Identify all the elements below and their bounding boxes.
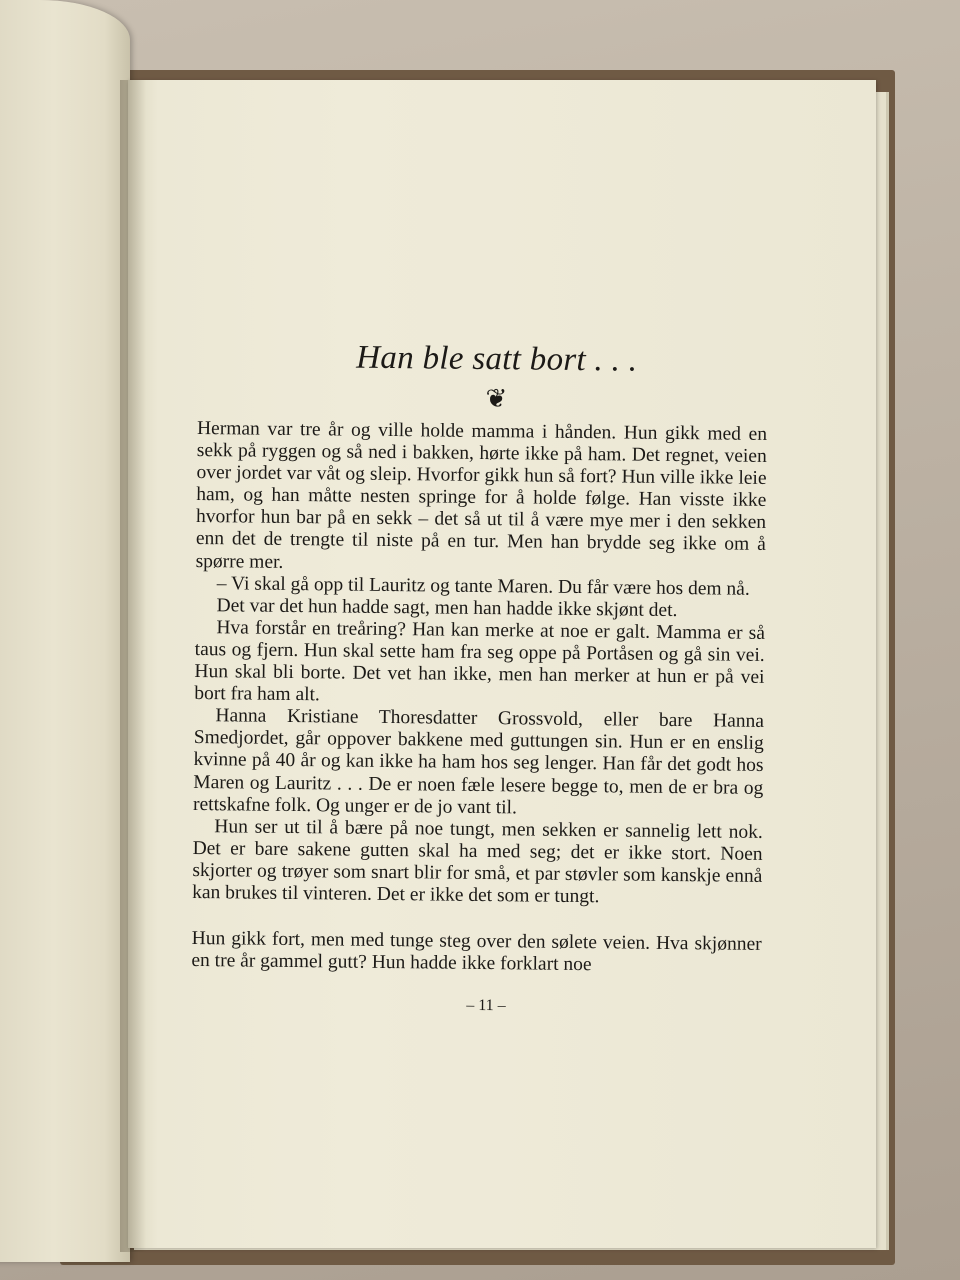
paragraph-4: Hva forstår en treåring? Han kan merke at noe er galt. Mamma er så taus og fjern. Hun skal sette ham fra seg oppe på Portåsen og gå sin vei. Hun skal bli borte. Det vet han ikke, men han merker at hun er på vei bort fra ham alt. bbox=[194, 617, 766, 706]
paragraph-7: Hun gikk fort, men med tunge steg over den sølete veien. Hva skjønner en tre år gammel gutt? Hun hadde ikke forklart noe bbox=[191, 928, 762, 976]
paragraph-5: Hanna Kristiane Thoresdatter Grossvold, eller bare Hanna Smedjordet, går oppover bakkene med guttungen sin. Hun er en enslig kvinne på 40 år og kan ikke ha ham hos seg lenger. Han får det godt hos Maren og Lauritz . . . De er noen fæle lesere begge to, men de er bra og rettskafne folk. Og unger er de jo vant til. bbox=[192, 705, 765, 818]
left-page bbox=[0, 0, 130, 1262]
paragraph-1: Herman var tre år og ville holde mamma i hånden. Hun gikk med en sekk på ryggen og så ned i bakken, hørte ikke på ham. Det regnet, veien over jordet var våt og sleip. Hvorfor gikk hun så fort? Hun ville ikke leie ham, og han måtte nesten springe for å holde følge. Han visste ikke hvorfor hun bar på en sekk – det så ut til å være mye mer i den sekken enn det de trengte til niste på en tur. Men han brydde seg ikke om å spørre mer. bbox=[195, 417, 768, 573]
paragraph-6: Hun ser ut til å bære på noe tungt, men sekken er sannelig lett nok. Det er bare sakene gutten skal ha med seg; det er ikke stort. Noen skjorter og trøyer som snart blir for små, et par støvler som kanskje ennå kan brukes til vinteren. Det er ikke det som er tungt. bbox=[192, 815, 763, 908]
gutter-shadow bbox=[120, 80, 146, 1252]
page-number: – 11 – bbox=[466, 997, 506, 1015]
paragraph-3: Det var det hun hadde sagt, men han hadde ikke skjønt det. bbox=[216, 594, 678, 621]
ornament-icon: ❦ bbox=[485, 384, 508, 414]
paragraph-2: – Vi skal gå opp til Lauritz og tante Maren. Du får være hos dem nå. bbox=[216, 572, 750, 600]
page-text bbox=[191, 336, 768, 1020]
chapter-title: Han ble satt bort . . . bbox=[356, 339, 638, 379]
